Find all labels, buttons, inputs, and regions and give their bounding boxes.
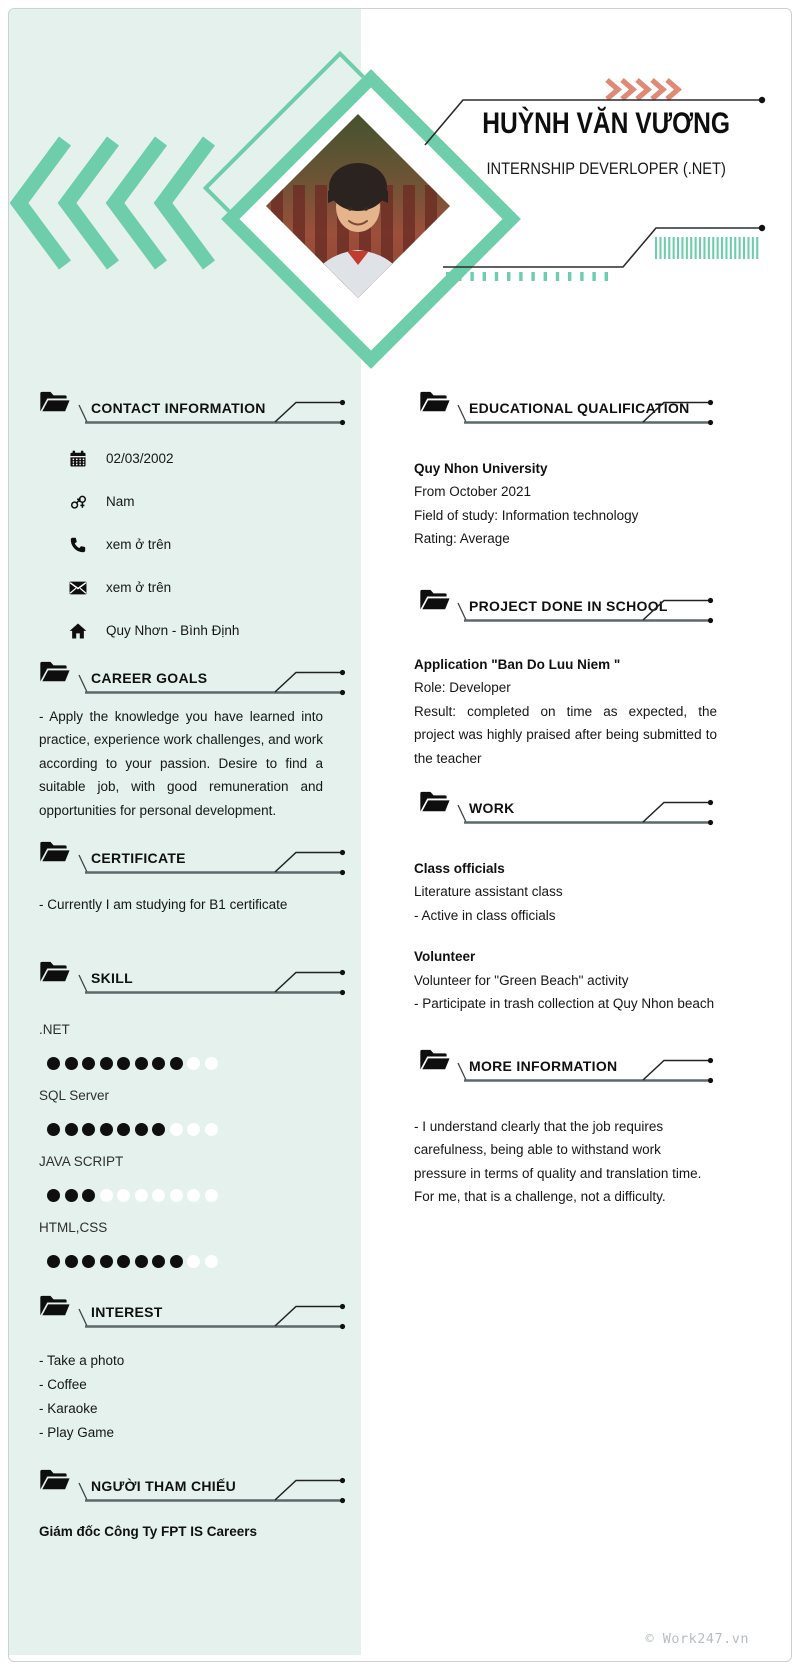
contact-value: xem ở trên [106,537,172,552]
gender-icon [69,493,87,511]
education-field: Field of study: Information technology [414,507,639,523]
contact-list [69,437,239,652]
section-header-line [39,389,349,429]
skill-dot-filled [117,1255,130,1268]
interest-item: - Karaoke [39,1401,98,1416]
section-title: INTEREST [91,1304,163,1320]
skill-dot-empty [187,1255,200,1268]
cv-page [8,8,792,1662]
dash-row-decoration [446,272,608,281]
skill-dot-filled [135,1123,148,1136]
work-group [414,857,717,927]
work-line: - Participate in trash collection at Quy Nhon beach [414,996,715,1012]
education-content [414,457,717,551]
skill-dot-filled [47,1057,60,1070]
skill-name: JAVA SCRIPT [39,1154,124,1169]
section-header-education [414,389,717,429]
candidate-job-title: INTERNSHIP DEVERLOPER (.NET) [486,159,726,178]
section-header-line [414,789,717,829]
interest-item: - Take a photo [39,1353,125,1368]
section-header-line [414,587,717,627]
section-header-work [414,789,717,829]
skill-dot-filled [117,1057,130,1070]
skill-item [39,1151,218,1217]
skill-dot-empty [100,1189,113,1202]
contact-row-address [69,609,239,652]
project-name: Application "Ban Do Luu Niem " [414,657,621,672]
section-title: SKILL [91,970,133,986]
skill-dot-empty [152,1189,165,1202]
skill-dot-filled [100,1123,113,1136]
work-content [414,857,717,1015]
section-title: NGƯỜI THAM CHIẾU [91,1478,237,1494]
skill-dot-empty [170,1189,183,1202]
skill-dot-filled [65,1057,78,1070]
interest-list [39,1349,124,1445]
skill-item [39,1085,218,1151]
section-title: WORK [469,800,515,816]
contact-row-email [69,566,239,609]
skill-dot-filled [82,1123,95,1136]
skill-name: HTML,CSS [39,1220,108,1235]
phone-icon [69,536,87,554]
section-title: CONTACT INFORMATION [91,400,266,416]
skill-dot-filled [170,1057,183,1070]
mail-icon [69,579,87,597]
barcode-decoration [655,237,758,259]
skill-dot-filled [100,1057,113,1070]
skill-name: SQL Server [39,1088,110,1103]
section-header-skill [39,959,349,999]
project-content [414,653,717,770]
section-header-more-info [414,1047,717,1087]
section-header-contact [39,389,349,429]
skill-dot-empty [205,1189,218,1202]
section-header-line [414,1047,717,1087]
calendar-icon [69,450,87,468]
skill-list [39,1019,218,1283]
work-line: Volunteer for "Green Beach" activity [414,972,629,988]
skill-dot-filled [152,1255,165,1268]
skill-dot-empty [187,1123,200,1136]
skill-name: .NET [39,1022,70,1037]
skill-dot-filled [47,1255,60,1268]
section-header-project [414,587,717,627]
skill-dot-empty [117,1189,130,1202]
work-group-heading: Class officials [414,861,505,876]
skill-item [39,1217,218,1283]
certificate-text: - Currently I am studying for B1 certificate [39,897,288,912]
skill-dot-filled [152,1123,165,1136]
more-info-text: - I understand clearly that the job requires carefulness, being able to withstand work pressure in terms of quality and translation time. For me, that is a challenge, not a difficulty. [414,1119,702,1205]
skill-dot-empty [170,1123,183,1136]
section-title: CAREER GOALS [91,670,208,686]
section-title: CERTIFICATE [91,850,186,866]
education-period: From October 2021 [414,484,532,500]
project-role: Role: Developer [414,680,511,696]
candidate-name: HUỲNH VĂN VƯƠNG [482,107,730,140]
skill-item [39,1019,218,1085]
skill-dot-empty [135,1189,148,1202]
skill-level-dots [39,1057,218,1070]
section-header-interest [39,1293,349,1333]
interest-item: - Coffee [39,1377,87,1392]
skill-dot-empty [205,1123,218,1136]
skill-dot-filled [152,1057,165,1070]
section-header-line [39,659,349,699]
skill-dot-filled [65,1255,78,1268]
contact-row-phone [69,523,239,566]
skill-dot-filled [117,1123,130,1136]
skill-dot-filled [82,1057,95,1070]
section-header-line [39,959,349,999]
skill-dot-filled [135,1255,148,1268]
skill-dot-filled [65,1189,78,1202]
contact-row-gender [69,480,239,523]
skill-dot-empty [187,1057,200,1070]
education-school: Quy Nhon University [414,461,548,476]
section-header-certificate [39,839,349,879]
skill-level-dots [39,1123,218,1136]
work-line: - Active in class officials [414,907,556,923]
career-goals-text: - Apply the knowledge you have learned into practice, experience work challenges, and work according to your passion. Desire to find a suitable job, with good remuneration and opportunities for personal development. [39,709,323,818]
skill-dot-filled [135,1057,148,1070]
skill-level-dots [39,1189,218,1202]
project-result: Result: completed on time as expected, the project was highly praised after being submitted to the teacher [414,703,717,766]
skill-dot-empty [205,1057,218,1070]
skill-dot-filled [82,1255,95,1268]
section-title: PROJECT DONE IN SCHOOL [469,598,668,614]
reference-text: Giám đốc Công Ty FPT IS Careers [39,1524,258,1539]
home-icon [69,622,87,640]
skill-dot-filled [82,1189,95,1202]
section-header-line [39,839,349,879]
section-header-line [414,389,717,429]
work-group [414,945,717,1015]
section-header-reference [39,1467,349,1507]
skill-level-dots [39,1255,218,1268]
skill-dot-filled [170,1255,183,1268]
skill-dot-empty [187,1189,200,1202]
contact-value: Nam [106,494,135,509]
skill-dot-filled [65,1123,78,1136]
section-header-line [39,1293,349,1333]
contact-value: 02/03/2002 [106,451,174,466]
interest-item: - Play Game [39,1425,115,1440]
contact-value: Quy Nhơn - Bình Định [106,623,240,638]
section-header-career-goals [39,659,349,699]
section-title: EDUCATIONAL QUALIFICATION [469,400,690,416]
contact-row-birthday [69,437,239,480]
section-header-line [39,1467,349,1507]
skill-dot-empty [205,1255,218,1268]
work-line: Literature assistant class [414,884,563,900]
contact-value: xem ở trên [106,580,172,595]
section-title: MORE INFORMATION [469,1058,618,1074]
skill-dot-filled [47,1189,60,1202]
education-rating: Rating: Average [414,531,510,547]
skill-dot-filled [100,1255,113,1268]
work-group-heading: Volunteer [414,949,476,965]
watermark-copyright: © Work247.vn [645,1631,749,1647]
skill-dot-filled [47,1123,60,1136]
